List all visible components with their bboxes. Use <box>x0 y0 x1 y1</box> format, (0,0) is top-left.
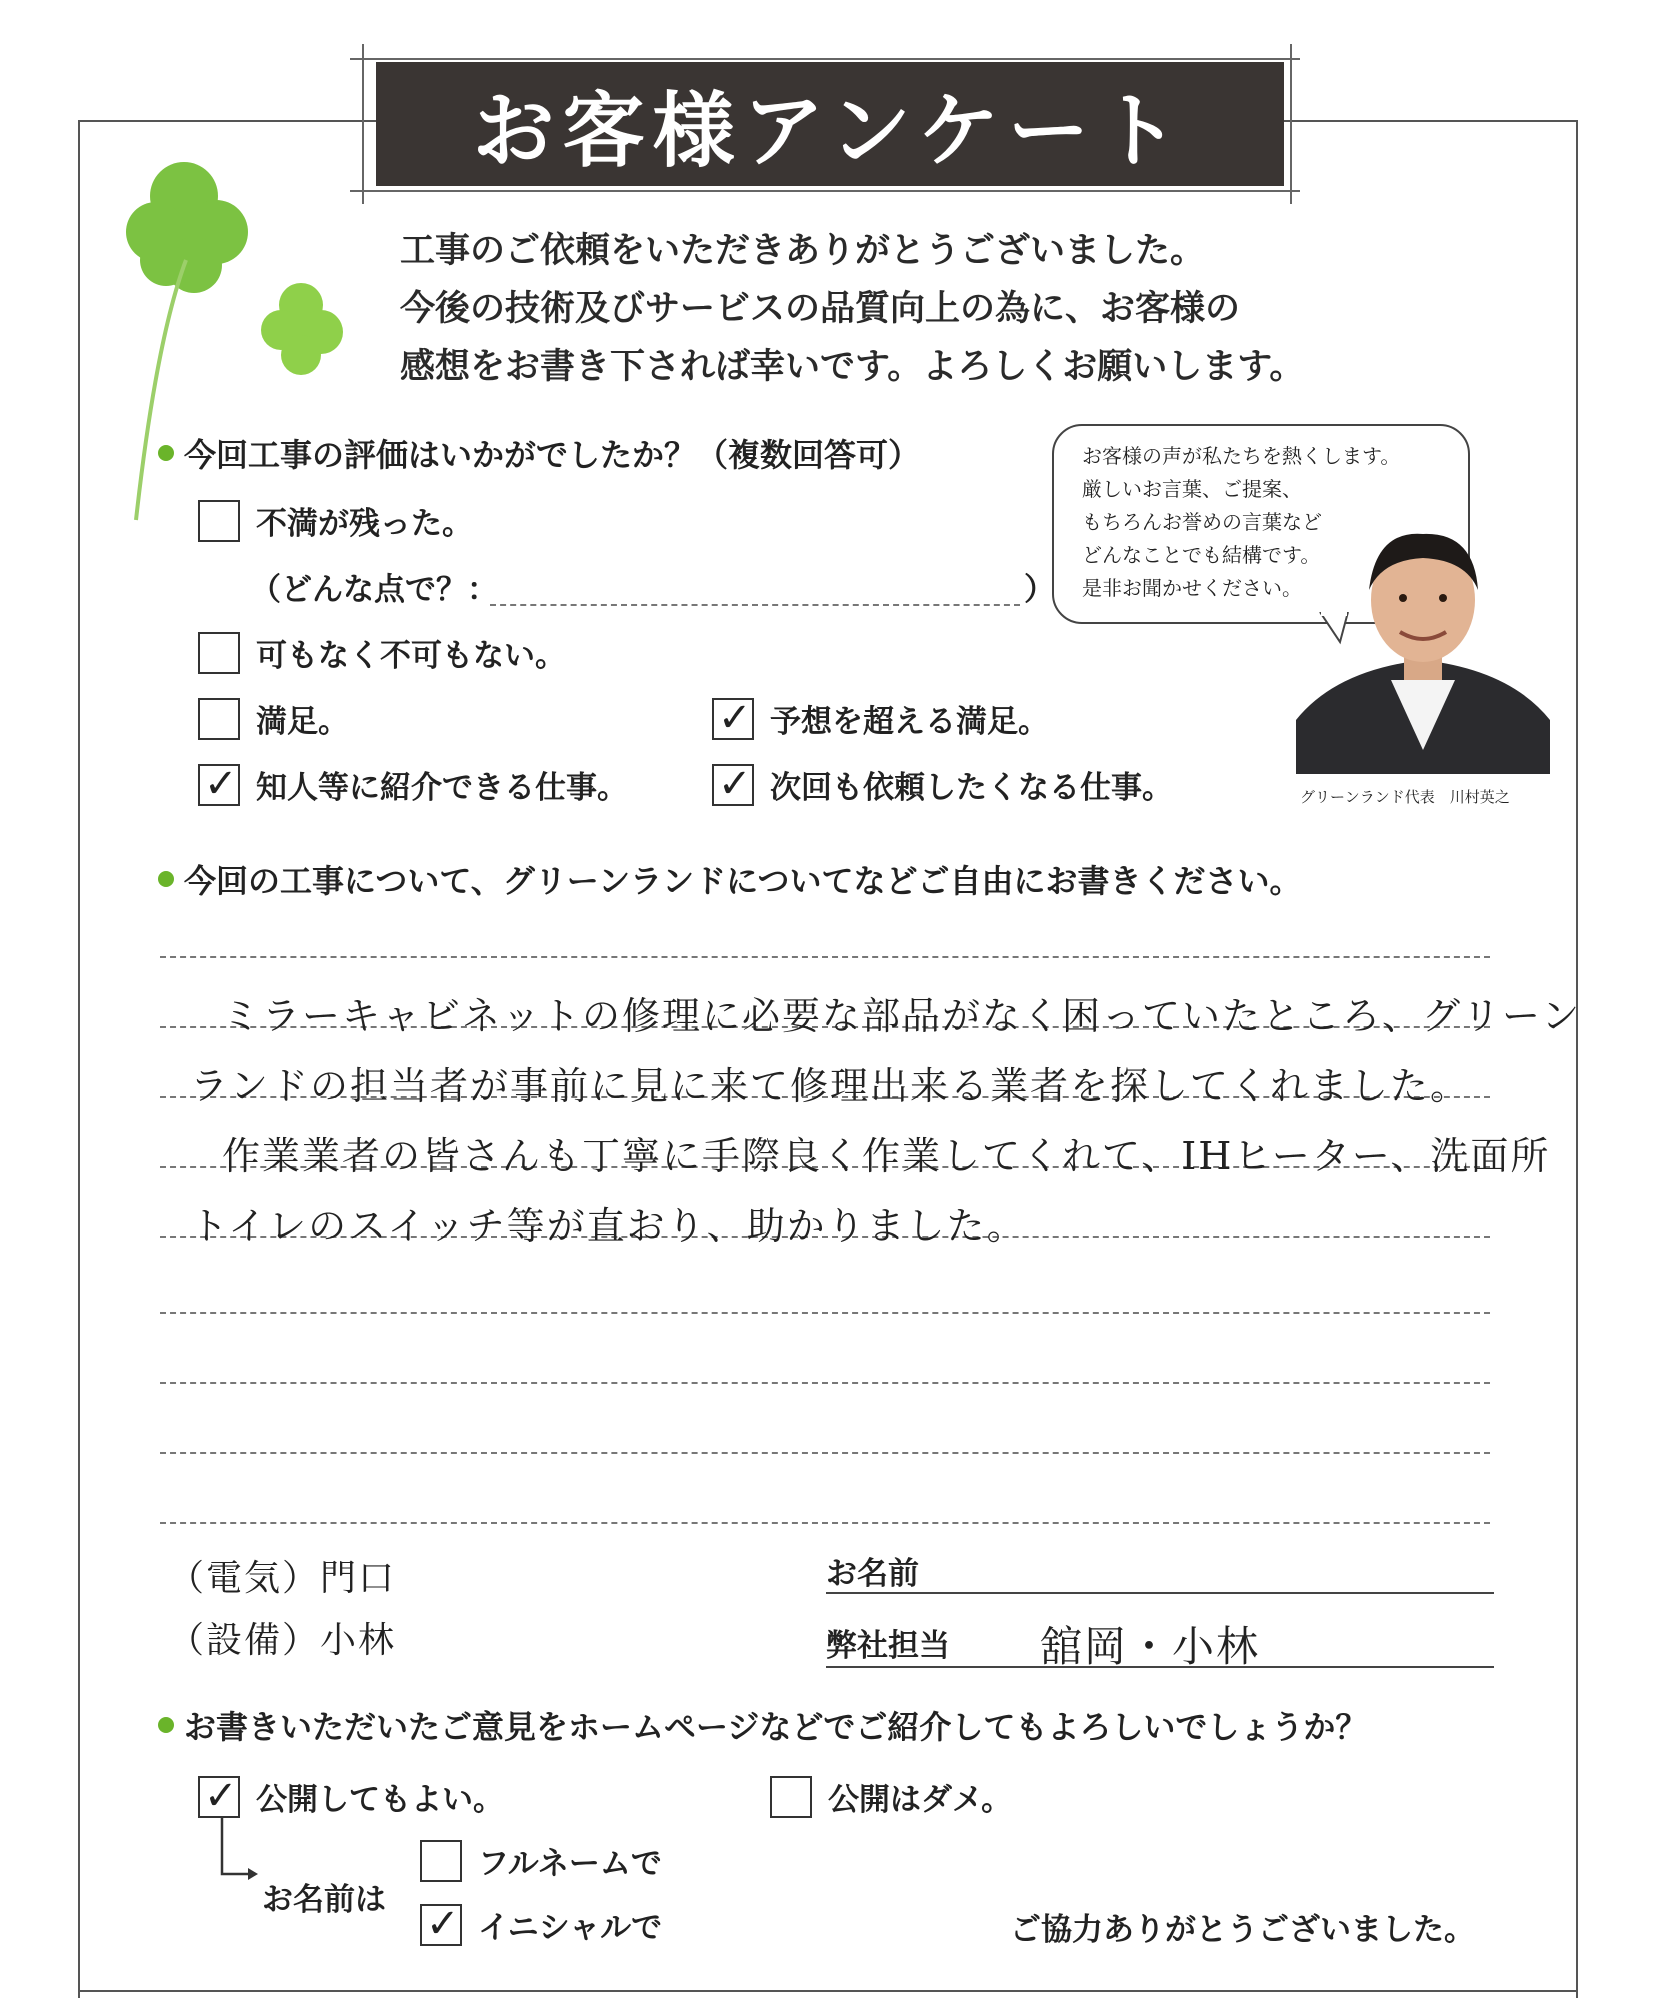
option-label: 公開してもよい。 <box>256 1782 504 1818</box>
option-label: 満足。 <box>256 704 349 740</box>
comment-line <box>160 1382 1490 1384</box>
intro-line: 感想をお書き下されば幸いです。よろしくお願いします。 <box>400 347 1305 387</box>
page-title: お客様アンケート <box>472 83 1188 179</box>
checkbox[interactable] <box>770 1776 812 1818</box>
arrow-icon <box>214 1818 264 1888</box>
name-input-line[interactable] <box>826 1592 1494 1594</box>
intro-line: 工事のご依頼をいただきありがとうございました。 <box>400 231 1206 271</box>
handwritten-comment-line: トイレのスイッチ等が直おり、助かりました。 <box>190 1204 1027 1248</box>
checkbox[interactable] <box>198 632 240 674</box>
publish-ng-option[interactable] <box>770 1774 1012 1819</box>
bubble-line: お客様の声が私たちを熱くします。 <box>1082 444 1401 468</box>
representative-photo <box>1296 520 1550 774</box>
q1-option-neutral[interactable] <box>198 630 566 675</box>
option-label: 知人等に紹介できる仕事。 <box>256 770 628 806</box>
option-label: 可もなく不可もない。 <box>256 638 566 674</box>
q3-heading <box>158 1702 1367 1748</box>
checkbox[interactable] <box>198 698 240 740</box>
name-as-label: お名前は <box>262 1882 386 1918</box>
guide-line <box>350 58 1300 60</box>
check-mark-icon: ✓ <box>204 1772 238 1819</box>
q1-option-dissatisfied[interactable] <box>198 498 473 543</box>
handwritten-comment-line: ランドの担当者が事前に見に来て修理出来る業者を探してくれました。 <box>190 1064 1471 1108</box>
bubble-line: もちろんお誉めの言葉など <box>1082 510 1322 534</box>
rep-input-line <box>826 1666 1494 1668</box>
bullet-icon <box>158 871 174 887</box>
q2-heading-text: 今回の工事について、グリーンランドについてなどご自由にお書きください。 <box>184 862 1302 900</box>
rep-value: 舘岡・小林 <box>1040 1622 1261 1671</box>
bubble-line: 是非お聞かせください。 <box>1082 576 1302 600</box>
option-label: 予想を超える満足。 <box>770 704 1049 740</box>
q1-option-satisfied[interactable] <box>198 696 349 741</box>
q2-heading <box>158 856 1301 902</box>
detail-suffix-wrap <box>1024 564 1055 609</box>
comment-line <box>160 956 1490 958</box>
guide-line <box>350 190 1300 192</box>
handwritten-comment-line: ミラーキャビネットの修理に必要な部品がなく困っていたところ、グリーン <box>222 994 1582 1038</box>
thanks-text: ご協力ありがとうございました。 <box>1010 1912 1475 1948</box>
bubble-line: 厳しいお言葉、ご提案、 <box>1082 477 1302 501</box>
checkbox-checked[interactable] <box>420 1900 462 1947</box>
option-label: フルネームで <box>478 1846 662 1882</box>
q1-heading-text: 今回工事の評価はいかがでしたか？（複数回答可） <box>184 436 921 474</box>
title-banner <box>376 62 1284 186</box>
bubble-line: どんなことでも結構です。 <box>1082 543 1321 567</box>
form-frame-bottom <box>78 1990 1576 1992</box>
guide-line <box>1290 44 1292 204</box>
q1-heading <box>158 430 920 476</box>
comment-line <box>160 1452 1490 1454</box>
detail-input-line[interactable] <box>490 604 1020 606</box>
detail-suffix: ） <box>1024 572 1055 608</box>
check-mark-icon: ✓ <box>426 1900 460 1947</box>
staff-plumbing: （設備）小林 <box>168 1620 397 1661</box>
rep-label: 弊社担当 <box>826 1628 950 1664</box>
detail-prefix: （どんな点で？： <box>250 572 498 608</box>
q3-heading-text: お書きいただいたご意見をホームページなどでご紹介してもよろしいでしょうか？ <box>184 1708 1368 1746</box>
check-mark-icon: ✓ <box>204 760 238 807</box>
option-label: イニシャルで <box>478 1910 663 1946</box>
checkbox-checked[interactable] <box>712 694 754 741</box>
q1-option-request-again[interactable] <box>712 762 1173 807</box>
checkbox-checked[interactable] <box>198 760 240 807</box>
name-label: お名前 <box>826 1556 919 1592</box>
option-label: 次回も依頼したくなる仕事。 <box>770 770 1173 806</box>
representative-caption: グリーンランド代表 川村英之 <box>1300 788 1510 806</box>
staff-electric: （電気）門口 <box>168 1558 397 1599</box>
checkbox[interactable] <box>198 500 240 542</box>
intro-text <box>400 222 1304 396</box>
option-label: 不満が残った。 <box>256 506 473 542</box>
q1-option-recommendable[interactable] <box>198 762 628 807</box>
bullet-icon <box>158 445 174 461</box>
comment-line <box>160 1312 1490 1314</box>
handwritten-comment-line: 作業業者の皆さんも丁寧に手際良く作業してくれて、IHヒーター、洗面所 <box>222 1134 1551 1178</box>
option-label: 公開はダメ。 <box>828 1782 1013 1818</box>
q1-detail-row <box>250 564 498 609</box>
q1-option-beyond-expectation[interactable] <box>712 696 1049 741</box>
full-name-option[interactable] <box>420 1838 662 1883</box>
publish-ok-option[interactable] <box>198 1774 504 1819</box>
checkbox-checked[interactable] <box>712 760 754 807</box>
guide-line <box>362 44 364 204</box>
intro-line: 今後の技術及びサービスの品質向上の為に、お客様の <box>400 289 1241 329</box>
checkbox[interactable] <box>420 1840 462 1882</box>
check-mark-icon: ✓ <box>718 694 752 741</box>
comment-line <box>160 1522 1490 1524</box>
initials-option[interactable] <box>420 1902 662 1947</box>
check-mark-icon: ✓ <box>718 760 752 807</box>
checkbox-checked[interactable] <box>198 1772 240 1819</box>
bullet-icon <box>158 1717 174 1733</box>
